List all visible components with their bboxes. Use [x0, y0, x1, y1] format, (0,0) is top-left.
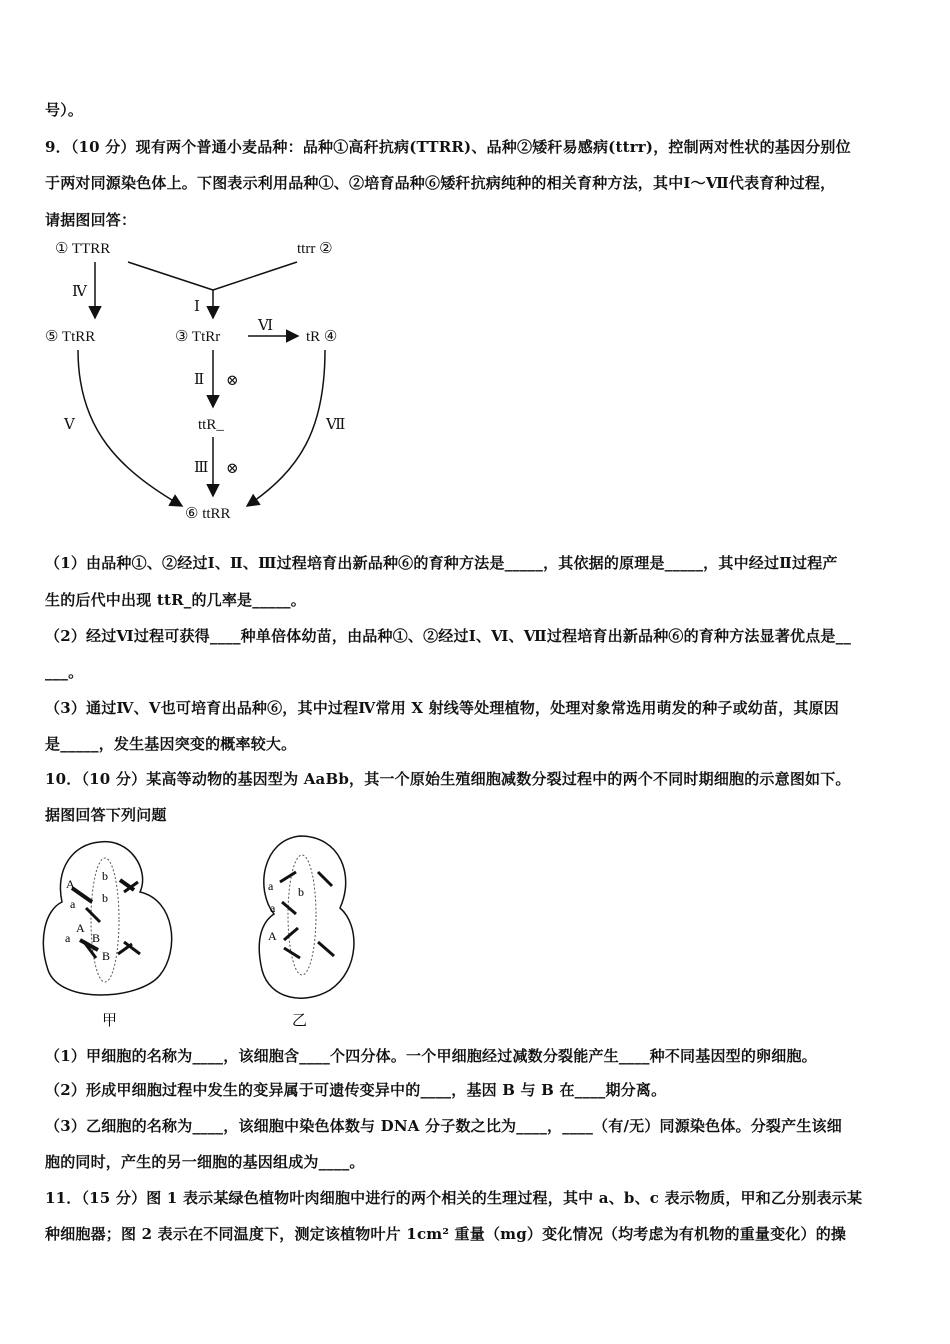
process-iv-label: Ⅳ: [72, 284, 87, 300]
gene-label-a-2: a: [65, 931, 71, 945]
selfing-icon-ii: ⊗: [226, 373, 239, 389]
q10-intro-line2: 据图回答下列问题: [45, 806, 167, 824]
q9-sub2-line2: ___。: [45, 663, 84, 681]
q10-intro-line1: 10．（10 分）某高等动物的基因型为 AaBb，其一个原始生殖细胞减数分裂过程中的两个不同时期细胞的示意图如下。: [45, 770, 851, 788]
q10-sub3-line1: （3）乙细胞的名称为____，该细胞中染色体数与 DNA 分子数之比为____，____（有/无）同源染色体。分裂产生该细: [45, 1117, 842, 1135]
arrow-vii: [247, 350, 325, 506]
node-ttr-blank: ttR_: [198, 417, 224, 433]
process-vii-label: Ⅶ: [326, 417, 346, 433]
q9-sub2-line1: （2）经过Ⅵ过程可获得____种单倍体幼苗，由品种①、②经过Ⅰ、Ⅵ、Ⅶ过程培育出新品种⑥的育种方法显著优点是__: [45, 627, 852, 645]
q8-tail: 号）。: [45, 101, 84, 119]
gene-label-B-2: B: [102, 949, 111, 963]
gene-label-a-yi-2: a: [270, 901, 276, 915]
q9-sub1-line1: （1）由品种①、②经过Ⅰ、Ⅱ、Ⅲ过程培育出新品种⑥的育种方法是_____，其依据的原理是_____，其中经过Ⅱ过程产: [45, 554, 838, 572]
process-iii-label: Ⅲ: [194, 460, 209, 476]
q9-intro-line2: 于两对同源染色体上。下图表示利用品种①、②培育品种⑥矮秆抗病纯种的相关育种方法，其中Ⅰ～Ⅶ代表育种过程，: [45, 174, 836, 192]
q9-sub3-line2: 是_____，发生基因突变的概率较大。: [45, 735, 297, 753]
gene-label-b-yi: b: [298, 885, 304, 899]
breeding-diagram: [0, 0, 950, 530]
q9-sub3-line1: （3）通过Ⅳ、Ⅴ也可培育出品种⑥，其中过程Ⅳ常用 X 射线等处理植物，处理对象常选用萌发的种子或幼苗，其原因: [45, 699, 840, 717]
process-vi-label: Ⅵ: [258, 318, 274, 334]
q10-sub1: （1）甲细胞的名称为____，该细胞含____个四分体。一个甲细胞经过减数分裂能产生____种不同基因型的卵细胞。: [45, 1047, 817, 1065]
gene-label-b-1: b: [102, 869, 108, 883]
gene-label-B-1: B: [92, 931, 101, 945]
gene-label-A-yi: A: [268, 929, 277, 943]
cell-jia: [43, 842, 171, 995]
cell-yi: [259, 836, 354, 998]
process-ii-label: Ⅱ: [194, 372, 205, 388]
q11-intro-line1: 11．（15 分）图 1 表示某绿色植物叶肉细胞中进行的两个相关的生理过程，其中 a、b、c 表示物质，甲和乙分别表示某: [45, 1189, 863, 1207]
node-ttrr-1: ① TTRR: [55, 241, 111, 257]
q10-sub3-line2: 胞的同时，产生的另一细胞的基因组成为____。: [45, 1153, 365, 1171]
node-ttrr-3: ③ TtRr: [175, 329, 221, 345]
gene-label-b-2: b: [102, 891, 108, 905]
gene-label-A: A: [66, 877, 75, 891]
node-ttrr-6: ⑥ ttRR: [185, 506, 231, 522]
node-ttrr-2: ttrr ②: [297, 241, 333, 257]
cell-diagrams: [0, 830, 400, 1035]
selfing-icon-iii: ⊗: [226, 461, 239, 477]
process-v-label: Ⅴ: [64, 417, 75, 433]
node-tr-4: tR ④: [306, 329, 338, 345]
q10-sub2: （2）形成甲细胞过程中发生的变异属于可遗传变异中的____，基因 B 与 B 在____期分离。: [45, 1081, 667, 1099]
process-i-label: Ⅰ: [194, 299, 200, 315]
q9-intro-line1: 9．（10 分）现有两个普通小麦品种：品种①高秆抗病(TTRR)、品种②矮秆易感病(ttrr)，控制两对性状的基因分别位: [45, 138, 851, 156]
q9-intro-line3: 请据图回答：: [45, 211, 137, 229]
arrow-v: [78, 350, 182, 506]
q9-sub1-line2: 生的后代中出现 ttR_的几率是_____。: [45, 591, 306, 609]
gene-label-a: a: [70, 897, 76, 911]
gene-label-a-yi-1: a: [268, 879, 274, 893]
gene-label-A-2: A: [76, 921, 85, 935]
q11-intro-line2: 种细胞器；图 2 表示在不同温度下，测定该植物叶片 1cm² 重量（mg）变化情况（均考虑为有机物的重量变化）的操: [45, 1225, 847, 1243]
caption-yi: 乙: [292, 1011, 308, 1029]
node-ttrr-5: ⑤ TtRR: [45, 329, 96, 345]
cross-line-right: [213, 262, 297, 290]
caption-jia: 甲: [102, 1011, 118, 1029]
cross-line-left: [128, 262, 213, 290]
